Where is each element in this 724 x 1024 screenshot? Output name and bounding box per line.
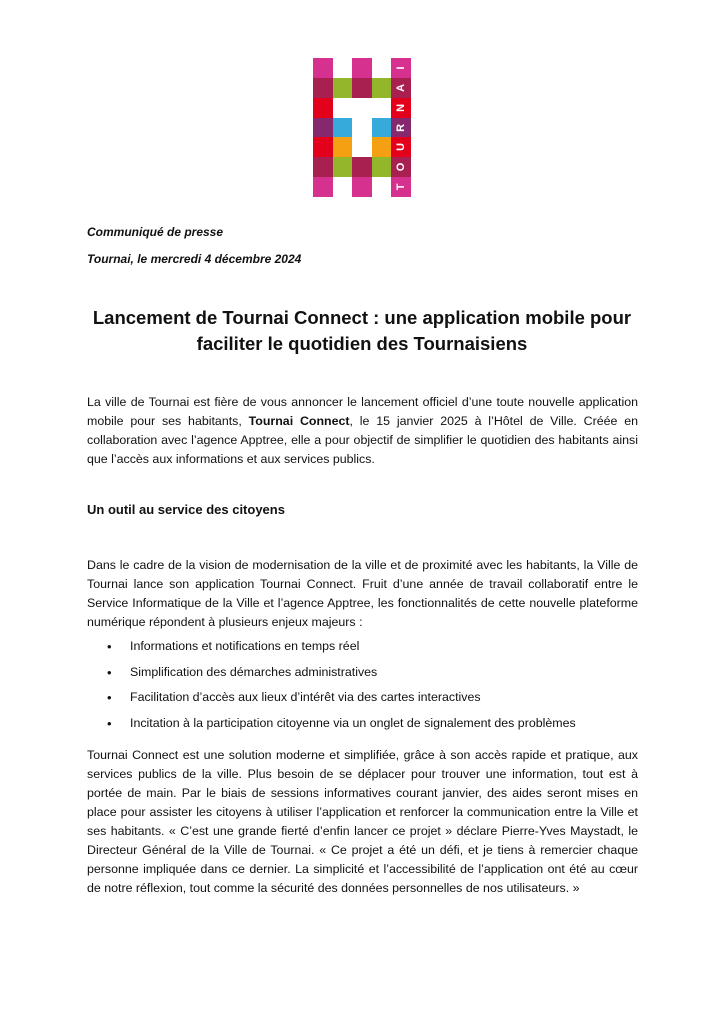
logo-cell <box>391 78 411 98</box>
tournai-logo <box>313 58 411 197</box>
intro-text: La ville de Tournai est fière de vous annoncer le lancement officiel d’une toute nouvelle application mobile pour ses habitants, <box>87 395 638 428</box>
logo-letter: O <box>395 162 408 172</box>
logo-cell <box>352 177 372 197</box>
logo-cell <box>333 58 353 78</box>
logo-cell <box>352 58 372 78</box>
list-item: • Informations et notifications en temps réel <box>87 637 647 663</box>
logo-cell <box>352 118 372 138</box>
app-name-bold: Tournai Connect <box>248 414 350 428</box>
logo-cell <box>391 137 411 157</box>
logo-letter: R <box>395 123 408 132</box>
logo-cell <box>391 58 411 78</box>
section-heading: Un outil au service des citoyens <box>87 502 285 517</box>
bullet-list <box>87 637 647 739</box>
logo-cell <box>313 58 333 78</box>
logo-cell <box>391 177 411 197</box>
logo-cell <box>372 98 392 118</box>
intro-paragraph <box>87 393 638 469</box>
list-item: • Simplification des démarches administratives <box>87 663 647 689</box>
logo-letter: A <box>395 83 408 92</box>
logo-cell <box>313 157 333 177</box>
logo-cell <box>372 177 392 197</box>
section-paragraph-1: Dans le cadre de la vision de modernisation de la ville et de proximité avec les habitants, la Ville de Tournai lance son application Tournai Connect. Fruit d’une année de travail collaboratif entre le Service Informatique de la Ville et l’agence Apptree, les fonctionnalités de cette nouvelle plateforme numérique répondent à plusieurs enjeux majeurs : <box>87 558 638 629</box>
logo-cell <box>372 58 392 78</box>
logo-cell <box>372 157 392 177</box>
logo-cell <box>372 118 392 138</box>
date-line: Tournai, le mercredi 4 décembre 2024 <box>87 252 302 266</box>
logo-cell <box>333 157 353 177</box>
logo-cell <box>333 118 353 138</box>
logo-cell <box>333 78 353 98</box>
logo-cell <box>333 137 353 157</box>
section-paragraph-2: Tournai Connect est une solution moderne et simplifiée, grâce à son accès rapide et pratique, aux services publics de la ville. Plus besoin de se déplacer pour trouver une information, tout est à portée de main. Par le biais de sessions informatives courant janvier, des aides seront mises en place pour assister les citoyens à utiliser l’application et renforcer la communication entre la Ville et ses habitants. « C’est une grande fierté d’enfin lancer ce projet » déclare Pierre-Yves Maystadt, le Directeur Général de la Ville de Tournai. « Ce projet a été un défi, et je tiens à remercier chaque personne impliquée dans ce dernier. La simplicité et l’accessibilité de l’application ont été au cœur de notre réflexion, tout comme la sécurité des données personnelles de nos utilisateurs. » <box>87 748 638 895</box>
page-title: Lancement de Tournai Connect : une application mobile pour faciliter le quotidien des Tournaisiens <box>92 307 632 354</box>
document-type: Communiqué de presse <box>87 225 224 239</box>
logo-cell <box>391 118 411 138</box>
logo-cell <box>313 98 333 118</box>
logo-letter: I <box>395 66 408 70</box>
logo-letter: T <box>395 183 408 191</box>
logo-cell <box>313 137 333 157</box>
intro-text-continued: , le 15 janvier 2025 à l’Hôtel de Ville. Créée en collaboration avec l’agence Apptree, elle a pour objectif de simplifier le quotidien des habitants ainsi que l’accès aux informations et aux services publics. <box>87 414 638 466</box>
logo-cell <box>391 98 411 118</box>
logo-cell <box>372 137 392 157</box>
list-item: • Facilitation d’accès aux lieux d’intérêt via des cartes interactives <box>87 688 647 714</box>
logo-cell <box>372 78 392 98</box>
list-item: • Incitation à la participation citoyenne via un onglet de signalement des problèmes <box>87 714 647 740</box>
logo-cell <box>313 118 333 138</box>
logo-cell <box>352 98 372 118</box>
logo-cell <box>333 177 353 197</box>
logo-cell <box>352 137 372 157</box>
logo-cell <box>313 78 333 98</box>
logo-cell <box>391 157 411 177</box>
logo-cell <box>313 177 333 197</box>
logo-cell <box>352 78 372 98</box>
logo-cell <box>333 98 353 118</box>
logo-cell <box>352 157 372 177</box>
logo-letter: N <box>395 103 408 112</box>
logo-letter: U <box>395 143 408 152</box>
